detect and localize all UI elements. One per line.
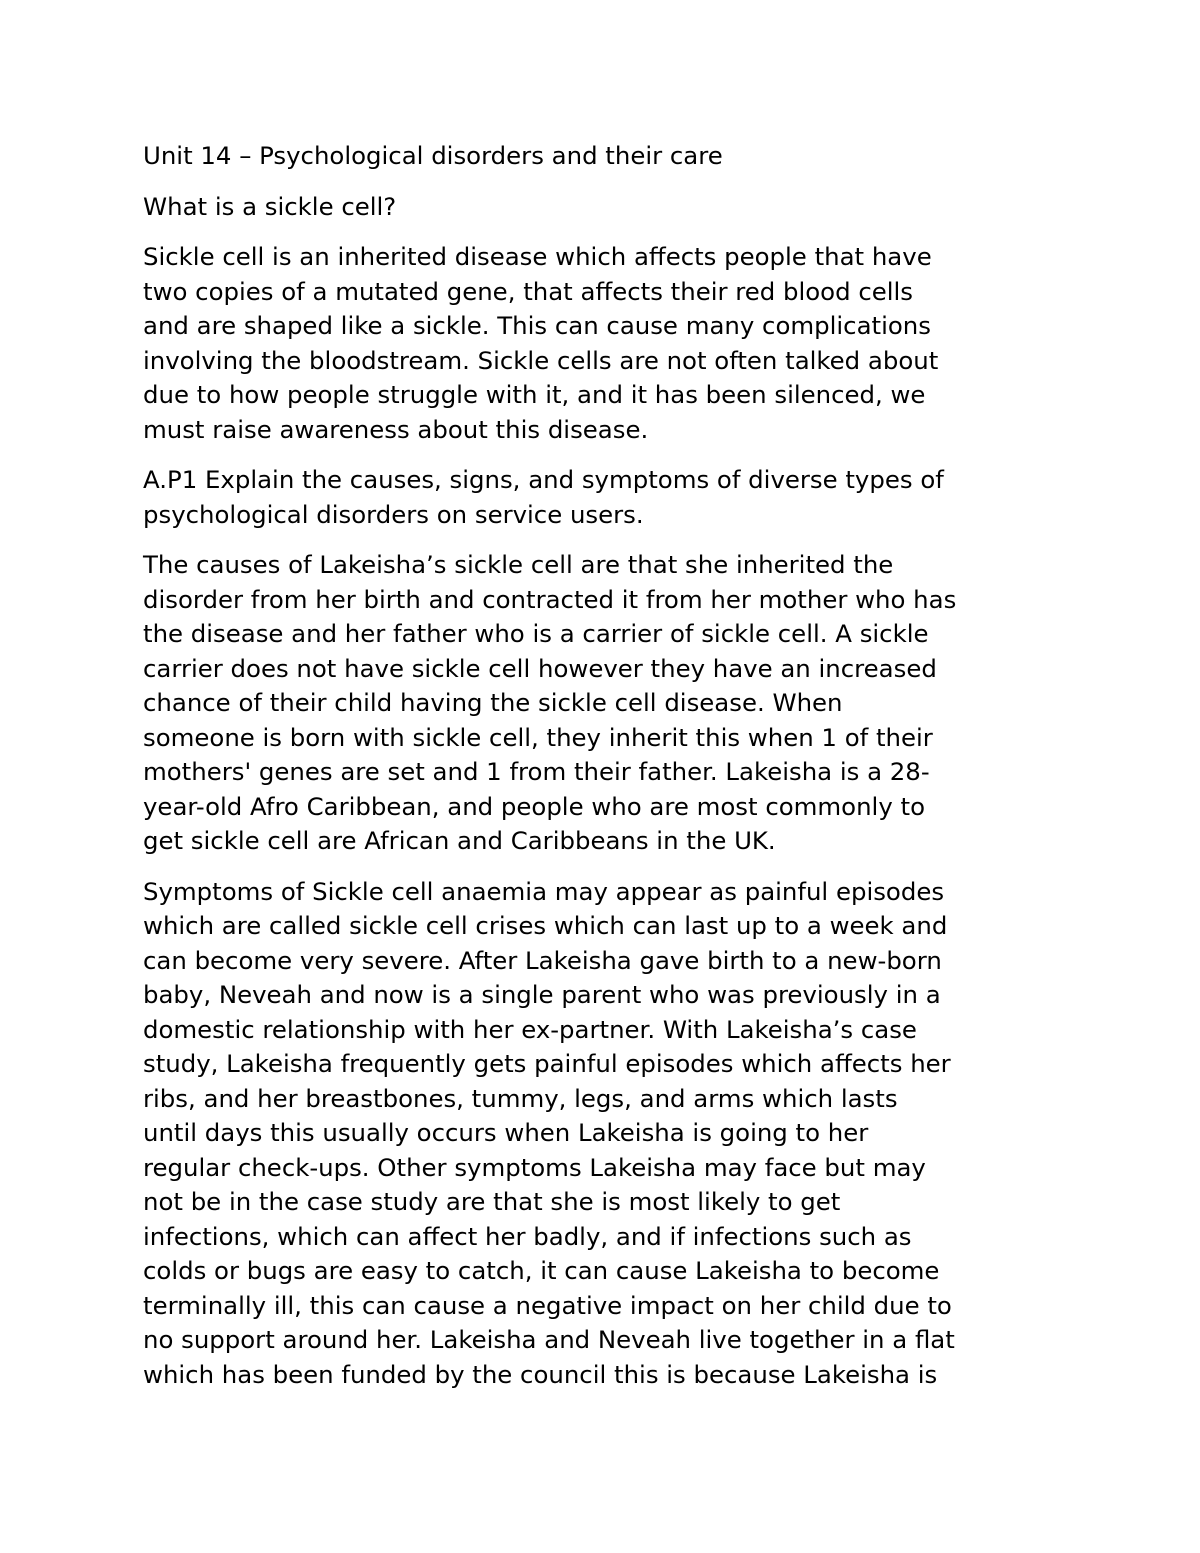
- text-line: chance of their child having the sickle cell disease. When: [143, 688, 843, 717]
- text-line: two copies of a mutated gene, that affects their red blood cells: [143, 276, 914, 306]
- text-line: psychological disorders on service users.: [143, 499, 644, 529]
- question-heading: [143, 190, 1073, 225]
- text-line: involving the bloodstream. Sickle cells are not often talked about: [143, 345, 939, 375]
- text-line: study, Lakeisha frequently gets painful episodes which affects her: [143, 1049, 951, 1078]
- text-line: Symptoms of Sickle cell anaemia may appear as painful episodes: [143, 876, 945, 906]
- text-line: which has been funded by the council this is because Lakeisha is: [143, 1359, 938, 1389]
- text-line: domestic relationship with her ex-partner. With Lakeisha’s case: [143, 1014, 917, 1044]
- text-line: no support around her. Lakeisha and Neveah live together in a flat: [143, 1325, 955, 1354]
- text-line: until days this usually occurs when Lakeisha is going to her: [143, 1118, 869, 1147]
- text-line: mothers' genes are set and 1 from their father. Lakeisha is a 28-: [143, 757, 930, 786]
- text-line: the disease and her father who is a carrier of sickle cell. A sickle: [143, 619, 929, 648]
- text-line: must raise awareness about this disease.: [143, 414, 649, 444]
- intro-paragraph: [143, 240, 1073, 447]
- text-line: terminally ill, this can cause a negative impact on her child due to: [143, 1290, 952, 1320]
- causes-paragraph: [143, 548, 1073, 859]
- text-line: The causes of Lakeisha’s sickle cell are that she inherited the: [143, 550, 894, 579]
- text-line: infections, which can affect her badly, and if infections such as: [143, 1221, 912, 1251]
- text-line: colds or bugs are easy to catch, it can cause Lakeisha to become: [143, 1256, 940, 1285]
- text-line: someone is born with sickle cell, they inherit this when 1 of their: [143, 722, 933, 752]
- text-line: not be in the case study are that she is most likely to get: [143, 1187, 841, 1216]
- text-line: which are called sickle cell crises which can last up to a week and: [143, 911, 948, 940]
- text-line: ribs, and her breastbones, tummy, legs, and arms which lasts: [143, 1083, 898, 1113]
- criteria-paragraph: [143, 463, 1073, 532]
- text-line: Unit 14 – Psychological disorders and their care: [143, 141, 723, 170]
- text-line: baby, Neveah and now is a single parent who was previously in a: [143, 980, 941, 1009]
- unit-heading: [143, 139, 1073, 174]
- text-line: due to how people struggle with it, and it has been silenced, we: [143, 380, 926, 409]
- text-line: carrier does not have sickle cell however they have an increased: [143, 653, 937, 683]
- text-line: and are shaped like a sickle. This can cause many complications: [143, 311, 931, 340]
- text-line: can become very severe. After Lakeisha gave birth to a new-born: [143, 945, 942, 975]
- symptoms-paragraph: [143, 875, 1073, 1393]
- text-line: What is a sickle cell?: [143, 191, 397, 221]
- text-line: disorder from her birth and contracted it from her mother who has: [143, 584, 957, 614]
- text-line: Sickle cell is an inherited disease which affects people that have: [143, 242, 932, 271]
- document-body: [143, 139, 1073, 1408]
- text-line: year-old Afro Caribbean, and people who are most commonly to: [143, 791, 926, 821]
- text-line: A.P1 Explain the causes, signs, and symptoms of diverse types of: [143, 465, 944, 494]
- text-line: get sickle cell are African and Caribbeans in the UK.: [143, 826, 776, 855]
- text-line: regular check-ups. Other symptoms Lakeisha may face but may: [143, 1152, 926, 1182]
